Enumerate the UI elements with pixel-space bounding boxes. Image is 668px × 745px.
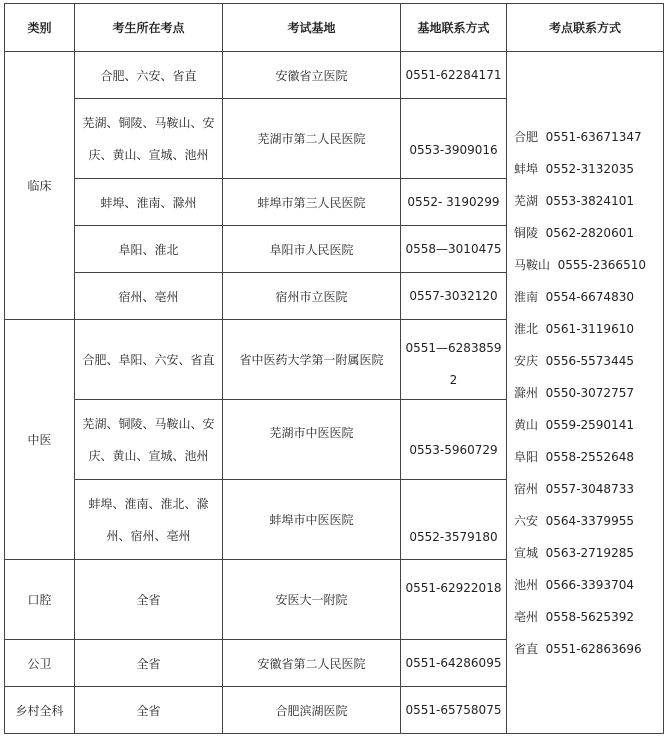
category-cell: 口腔 — [5, 560, 75, 640]
site-contact-item — [514, 633, 663, 665]
site-contact-city: 蚌埠 — [514, 161, 539, 176]
phone-cell: 0551-65758075 — [401, 687, 507, 734]
location-cell: 全省 — [75, 687, 223, 734]
base-cell: 蚌埠市中医医院 — [223, 480, 401, 560]
exam-base-table — [4, 3, 664, 734]
category-cell: 临床 — [5, 52, 75, 320]
base-cell: 芜湖市第二人民医院 — [223, 99, 401, 179]
base-cell: 阜阳市人民医院 — [223, 226, 401, 273]
site-contact-phone: 0562-2820601 — [545, 225, 634, 240]
phone-cell: 0551-62284171 — [401, 52, 507, 99]
header-base: 考试基地 — [223, 4, 401, 52]
site-contact-item — [514, 153, 663, 185]
base-cell: 宿州市立医院 — [223, 273, 401, 320]
site-contact-item — [514, 185, 663, 217]
site-contact-item — [514, 569, 663, 601]
phone-cell: 0551-64286095 — [401, 640, 507, 687]
site-contact-city: 芜湖 — [514, 193, 539, 208]
site-contact-item — [514, 249, 663, 281]
site-contact-phone: 0561-3119610 — [545, 321, 634, 336]
site-contact-item — [514, 217, 663, 249]
site-contact-city: 阜阳 — [514, 449, 539, 464]
location-cell: 合肥、阜阳、六安、省直 — [75, 320, 223, 400]
site-contact-city: 亳州 — [514, 609, 539, 624]
site-contact-phone: 0555-2366510 — [557, 257, 646, 272]
site-contact-city: 滁州 — [514, 385, 539, 400]
location-cell: 阜阳、淮北 — [75, 226, 223, 273]
site-contact-city: 马鞍山 — [514, 257, 551, 272]
site-contact-city: 铜陵 — [514, 225, 539, 240]
location-cell: 宿州、亳州 — [75, 273, 223, 320]
site-contact-phone: 0558-2552648 — [545, 449, 634, 464]
location-cell: 全省 — [75, 560, 223, 640]
site-contact-phone: 0550-3072757 — [545, 385, 634, 400]
base-cell: 合肥滨湖医院 — [223, 687, 401, 734]
site-contact-item — [514, 409, 663, 441]
location-cell: 芜湖、铜陵、马鞍山、安庆、黄山、宣城、池州 — [75, 400, 223, 480]
site-contact-city: 六安 — [514, 513, 539, 528]
site-contact-city: 安庆 — [514, 353, 539, 368]
site-contact-phone: 0551-63671347 — [545, 129, 642, 144]
header-row — [5, 4, 664, 52]
location-cell: 蚌埠、淮南、淮北、滁州、宿州、亳州 — [75, 480, 223, 560]
phone-cell: 0551—62838592 — [401, 320, 507, 400]
site-contact-list — [514, 121, 663, 665]
site-contact-item — [514, 601, 663, 633]
site-contact-phone: 0566-3393704 — [545, 577, 634, 592]
table-row — [5, 52, 664, 99]
header-site-contact: 考点联系方式 — [507, 4, 664, 52]
phone-cell: 0558—3010475 — [401, 226, 507, 273]
location-cell: 芜湖、铜陵、马鞍山、安庆、黄山、宣城、池州 — [75, 99, 223, 179]
site-contact-phone: 0553-3824101 — [545, 193, 634, 208]
site-contact-item — [514, 313, 663, 345]
header-category: 类别 — [5, 4, 75, 52]
location-cell: 合肥、六安、省直 — [75, 52, 223, 99]
site-contact-item — [514, 377, 663, 409]
base-cell: 省中医药大学第一附属医院 — [223, 320, 401, 400]
site-contact-item — [514, 505, 663, 537]
site-contact-city: 省直 — [514, 641, 539, 656]
site-contact-phone: 0551-62863696 — [545, 641, 642, 656]
site-contact-city: 淮南 — [514, 289, 539, 304]
site-contact-city: 池州 — [514, 577, 539, 592]
header-base-contact: 基地联系方式 — [401, 4, 507, 52]
site-contact-city: 合肥 — [514, 129, 539, 144]
phone-cell: 0553-3909016 — [401, 99, 507, 179]
location-cell: 蚌埠、淮南、滁州 — [75, 179, 223, 226]
site-contact-phone: 0552-3132035 — [545, 161, 634, 176]
base-cell: 安徽省第二人民医院 — [223, 640, 401, 687]
header-location: 考生所在考点 — [75, 4, 223, 52]
base-cell: 安医大一附院 — [223, 560, 401, 640]
site-contact-city: 淮北 — [514, 321, 539, 336]
site-contact-city: 宣城 — [514, 545, 539, 560]
phone-cell: 0551-62922018 — [401, 560, 507, 640]
category-cell: 公卫 — [5, 640, 75, 687]
site-contact-phone: 0554-6674830 — [545, 289, 634, 304]
site-contact-item — [514, 281, 663, 313]
site-contact-phone: 0558-5625392 — [545, 609, 634, 624]
site-contact-phone: 0559-2590141 — [545, 417, 634, 432]
site-contact-cell — [507, 52, 664, 734]
site-contact-item — [514, 121, 663, 153]
site-contact-phone: 0557-3048733 — [545, 481, 634, 496]
site-contact-city: 宿州 — [514, 481, 539, 496]
location-cell: 全省 — [75, 640, 223, 687]
category-cell: 乡村全科 — [5, 687, 75, 734]
phone-cell: 0552-3579180 — [401, 480, 507, 560]
site-contact-item — [514, 441, 663, 473]
site-contact-item — [514, 473, 663, 505]
site-contact-item — [514, 345, 663, 377]
base-cell: 蚌埠市第三人民医院 — [223, 179, 401, 226]
base-cell: 安徽省立医院 — [223, 52, 401, 99]
category-cell: 中医 — [5, 320, 75, 560]
phone-cell: 0553-5960729 — [401, 400, 507, 480]
site-contact-phone: 0563-2719285 — [545, 545, 634, 560]
site-contact-city: 黄山 — [514, 417, 539, 432]
site-contact-item — [514, 537, 663, 569]
phone-cell: 0552- 3190299 — [401, 179, 507, 226]
base-cell: 芜湖市中医医院 — [223, 400, 401, 480]
site-contact-phone: 0564-3379955 — [545, 513, 634, 528]
site-contact-phone: 0556-5573445 — [545, 353, 634, 368]
phone-cell: 0557-3032120 — [401, 273, 507, 320]
